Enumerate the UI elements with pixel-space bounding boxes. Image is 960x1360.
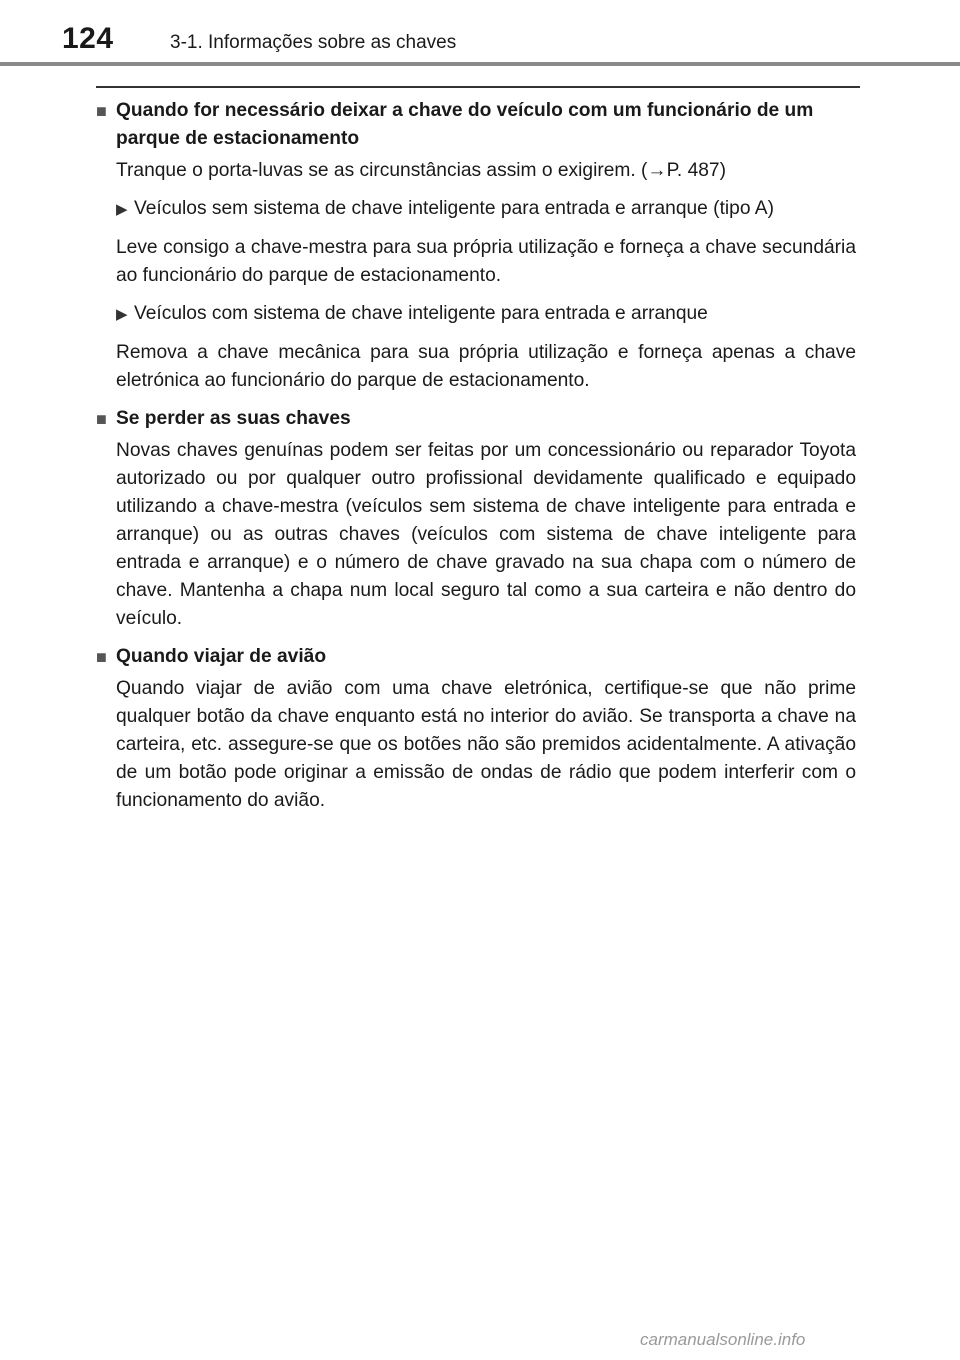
section-heading <box>96 643 856 671</box>
watermark: carmanualsonline.info <box>640 1330 806 1349</box>
sub-heading-text: Veículos com sistema de chave inteligente para entrada e arranque <box>134 303 708 324</box>
heading-text: Quando for necessário deixar a chave do veículo com um funcionário de um parque de estacionamento <box>116 100 814 149</box>
section-valet <box>96 97 856 395</box>
heading-text: Quando viajar de avião <box>116 646 327 667</box>
paragraph: Remova a chave mecânica para sua própria utilização e forneça apenas a chave eletrónica ao funcionário do parque de estacionamento. <box>116 342 856 391</box>
page-content <box>96 97 856 815</box>
sub-heading-text: Veículos sem sistema de chave inteligente para entrada e arranque (tipo A) <box>134 198 774 219</box>
sub-heading <box>116 195 856 224</box>
square-bullet-icon: ■ <box>96 409 107 429</box>
paragraph: Novas chaves genuínas podem ser feitas por um concessionário ou reparador Toyota autorizado ou por qualquer outro profissional devidamente qualificado e equipado utilizando a chave-mestra (veículos sem sistema de chave inteligente para entrada e arranque) ou as outras chaves (veículos com sistema de chave inteligente para entrada e arranque) e o número de chave gravado na sua chapa com o número de chave. Mantenha a chapa num local seguro tal como a sua carteira e não dentro do veículo. <box>116 440 856 629</box>
header-rule <box>0 62 960 66</box>
section-air-travel <box>96 643 856 815</box>
section-title: 3-1. Informações sobre as chaves <box>170 32 457 53</box>
triangle-arrow-icon: ▶ <box>116 201 128 218</box>
square-bullet-icon: ■ <box>96 101 107 121</box>
square-bullet-icon: ■ <box>96 647 107 667</box>
section-heading <box>96 405 856 433</box>
paragraph: Leve consigo a chave-mestra para sua própria utilização e forneça a chave secundária ao funcionário do parque de estacionamento. <box>116 237 856 286</box>
section-heading <box>96 97 856 153</box>
triangle-arrow-icon: ▶ <box>116 306 128 323</box>
paragraph: Quando viajar de avião com uma chave eletrónica, certifique-se que não prime qualquer botão da chave enquanto está no interior do avião. Se transporta a chave na carteira, etc. assegure-se que os botões não são premidos acidentalmente. A ativação de um botão pode originar a emissão de ondas de rádio que podem interferir com o funcionamento do avião. <box>116 678 856 811</box>
page-number: 124 <box>62 22 114 55</box>
section-lost-keys <box>96 405 856 633</box>
page-header <box>0 0 960 66</box>
sub-heading <box>116 300 856 329</box>
paragraph: Tranque o porta-luvas se as circunstâncias assim o exigirem. (→P. 487) <box>116 160 726 181</box>
heading-text: Se perder as suas chaves <box>116 408 351 429</box>
content-top-rule <box>96 86 860 88</box>
